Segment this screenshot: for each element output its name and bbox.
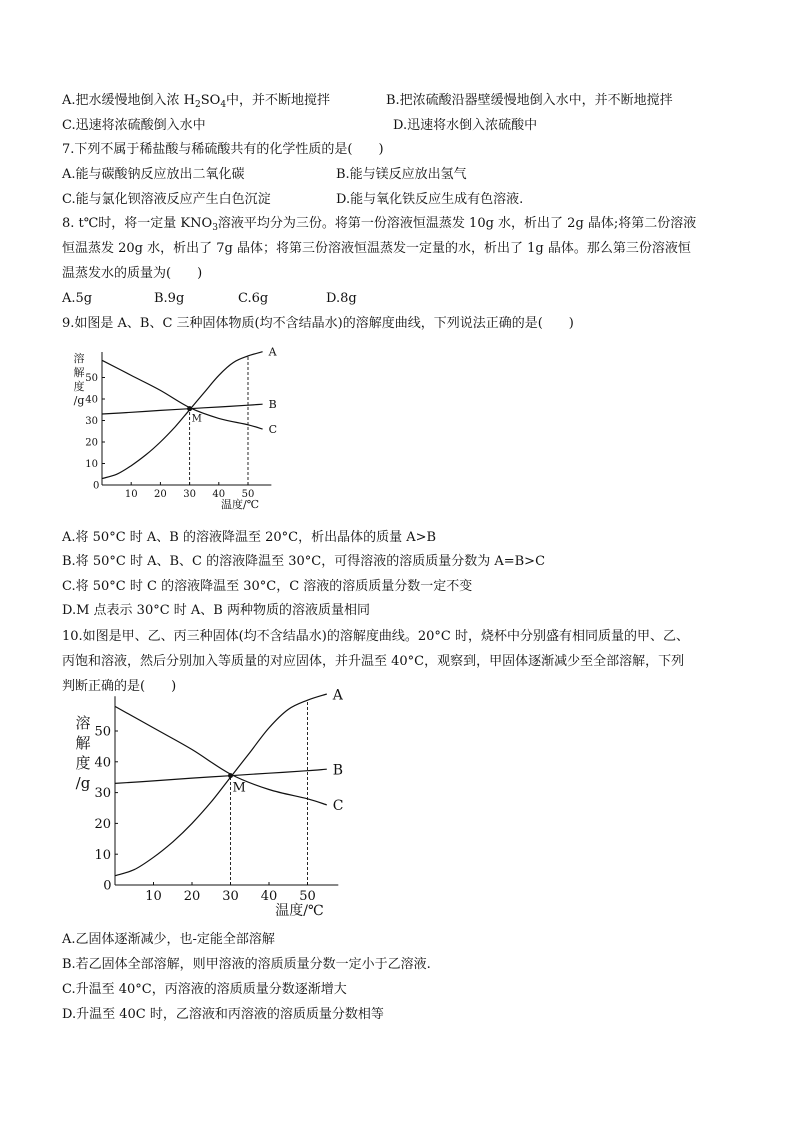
x-tick-label: 50 bbox=[299, 889, 316, 904]
solubility-chart-q10 bbox=[62, 687, 344, 928]
q6-option-a-text3: 中，并不断地搅拌 bbox=[226, 93, 331, 108]
point-m-marker bbox=[228, 773, 233, 778]
x-tick-label: 50 bbox=[241, 489, 255, 500]
solubility-chart-q9 bbox=[62, 345, 282, 520]
q10-line-3: 判断正确的是( ) bbox=[62, 679, 177, 694]
y-axis-label: 解 bbox=[73, 366, 85, 379]
q8-option-c: C.6g bbox=[238, 291, 269, 306]
q6-option-a bbox=[62, 92, 330, 114]
q9-stem: 9.如图是 A、B、C 三种固体物质(均不含结晶水)的溶解度曲线，下列说法正确的是( ) bbox=[62, 316, 574, 331]
y-axis-label: 溶 bbox=[73, 352, 85, 365]
series-a-line bbox=[102, 352, 263, 479]
series-b-line bbox=[115, 769, 327, 783]
series-a-line bbox=[115, 694, 327, 876]
x-tick-label: 40 bbox=[212, 489, 226, 500]
q7-option-a: A.能与碳酸钠反应放出二氧化碳 bbox=[62, 167, 245, 182]
q6-option-a-text1: A.把水缓慢地倒入浓 H bbox=[62, 93, 195, 108]
origin-label: 0 bbox=[103, 878, 112, 894]
y-tick-label: 20 bbox=[85, 437, 98, 449]
x-tick-label: 30 bbox=[222, 889, 239, 904]
y-tick-label: 30 bbox=[85, 416, 98, 427]
series-b-line bbox=[102, 404, 263, 414]
y-tick-label: 10 bbox=[85, 459, 98, 470]
q7-option-b: B.能与镁反应放出氢气 bbox=[336, 167, 467, 182]
q7-stem: 7.下列不属于稀盐酸与稀硫酸共有的化学性质的是( ) bbox=[62, 142, 384, 157]
series-b-label: B bbox=[332, 762, 344, 779]
q10-option-d: D.升温至 40C 时，乙溶液和丙溶液的溶质质量分数相等 bbox=[62, 1007, 384, 1022]
q10-line-2: 丙饱和溶液，然后分别加入等质量的对应固体，并升温至 40°C，观察到，甲固体逐渐减少至全部溶解，下列 bbox=[62, 654, 685, 669]
y-tick-label: 50 bbox=[85, 373, 98, 384]
q6-option-b: B.把浓硫酸沿器壁缓慢地倒入水中，并不断地搅拌 bbox=[386, 93, 673, 108]
q9-option-a: A.将 50°C 时 A、B 的溶液降温至 20°C，析出晶体的质量 A>B bbox=[62, 530, 437, 545]
x-tick-label: 20 bbox=[183, 889, 201, 904]
q8-option-b: B.9g bbox=[154, 291, 185, 306]
x-tick-label: 10 bbox=[124, 489, 138, 500]
y-axis-label: /g bbox=[73, 394, 85, 407]
series-c-label: C bbox=[332, 798, 344, 815]
series-b-label: B bbox=[268, 398, 277, 412]
y-tick-label: 40 bbox=[85, 394, 98, 406]
q10-option-c: C.升温至 40°C，丙溶液的溶质质量分数逐渐增大 bbox=[62, 982, 347, 997]
y-tick-label: 50 bbox=[94, 724, 111, 740]
point-m-label: M bbox=[191, 413, 202, 425]
y-axis-label: 度 bbox=[73, 380, 85, 393]
q8-line-1-pre: 8. t℃时，将一定量 KNO bbox=[62, 216, 213, 231]
x-tick-label: 20 bbox=[154, 489, 167, 500]
x-tick-label: 40 bbox=[260, 889, 278, 904]
q8-option-a: A.5g bbox=[62, 291, 93, 306]
origin-label: 0 bbox=[93, 480, 100, 492]
q10-option-a: A.乙固体逐渐减少，也-定能全部溶解 bbox=[62, 932, 275, 947]
y-tick-label: 20 bbox=[94, 816, 111, 832]
x-axis-label: 温度/℃ bbox=[220, 498, 260, 511]
q6-option-a-sub2: 4 bbox=[220, 100, 227, 110]
q9-option-d: D.M 点表示 30°C 时 A、B 两种物质的溶液质量相同 bbox=[62, 603, 370, 618]
q8-option-d: D.8g bbox=[326, 291, 357, 306]
x-tick-label: 10 bbox=[145, 889, 162, 904]
y-tick-label: 10 bbox=[94, 847, 111, 863]
q6-option-c: C.迅速将浓硫酸倒入水中 bbox=[62, 118, 206, 133]
q8-line-1 bbox=[62, 215, 696, 237]
q10-line-1: 10.如图是甲、乙、丙三种固体(均不含结晶水)的溶解度曲线。20°C 时，烧杯中分别盛有相同质量的甲、乙、 bbox=[62, 629, 689, 644]
q8-line-1-post: 溶液平均分为三份。将第一份溶液恒温蒸发 10g 水，析出了 2g 晶体;将第二份溶液 bbox=[217, 216, 697, 231]
y-axis-label: /g bbox=[75, 774, 91, 792]
series-a-label: A bbox=[332, 687, 343, 704]
point-m-label: M bbox=[232, 780, 246, 796]
q8-line-1-sub: 3 bbox=[212, 223, 218, 233]
point-m-marker bbox=[187, 406, 192, 411]
q8-line-2: 恒温蒸发 20g 水，析出了 7g 晶体；将第三份溶液恒温蒸发一定量的水，析出了 1g 晶体。那么第三份溶液恒 bbox=[62, 241, 691, 256]
y-tick-label: 30 bbox=[94, 786, 111, 802]
x-tick-label: 30 bbox=[183, 489, 196, 500]
series-c-label: C bbox=[268, 423, 278, 437]
q9-option-c: C.将 50°C 时 C 的溶液降温至 30°C，C 溶液的溶质质量分数一定不变 bbox=[62, 579, 473, 594]
q9-option-b: B.将 50°C 时 A、B、C 的溶液降温至 30°C，可得溶液的溶质质量分数为 A=B>C bbox=[62, 554, 546, 569]
q6-option-a-text2: SO bbox=[200, 93, 221, 108]
q6-option-a-sub1: 2 bbox=[195, 100, 201, 110]
x-axis-label: 温度/℃ bbox=[275, 902, 324, 919]
y-axis-label: 溶 bbox=[75, 714, 91, 732]
y-axis-label: 度 bbox=[75, 754, 91, 772]
y-tick-label: 40 bbox=[94, 755, 111, 771]
q8-line-3: 温蒸发水的质量为( ) bbox=[62, 266, 203, 281]
q7-option-c: C.能与氯化钡溶液反应产生白色沉淀 bbox=[62, 192, 271, 207]
y-axis-label: 解 bbox=[75, 734, 91, 752]
q6-option-d: D.迅速将水倒入浓硫酸中 bbox=[393, 118, 538, 133]
series-a-label: A bbox=[268, 345, 277, 359]
q7-option-d: D.能与氧化铁反应生成有色溶液. bbox=[336, 192, 524, 207]
q10-option-b: B.若乙固体全部溶解，则甲溶液的溶质质量分数一定小于乙溶液. bbox=[62, 957, 431, 972]
